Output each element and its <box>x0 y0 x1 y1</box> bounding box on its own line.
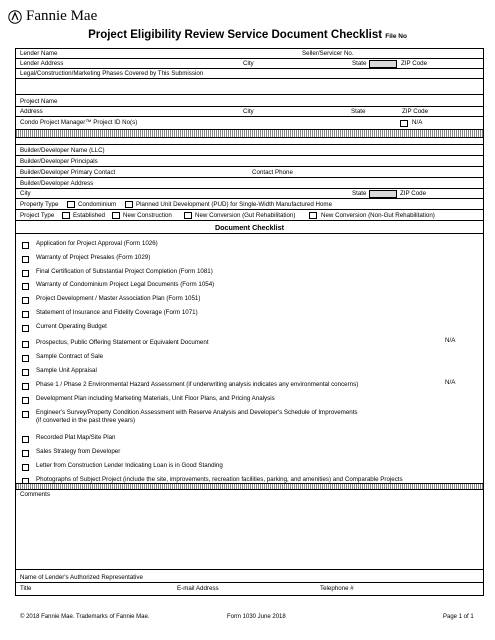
checklist-item-checkbox[interactable] <box>22 297 29 304</box>
checklist-item-label: Warranty of Condominium Project Legal Documents (Form 1054) <box>36 281 215 288</box>
checklist-item-checkbox[interactable] <box>22 325 29 332</box>
checklist-item-label: Statement of Insurance and Fidelity Coverage (Form 1071) <box>36 309 198 316</box>
project-name-row[interactable] <box>16 95 483 107</box>
rep-name-row[interactable] <box>16 570 483 583</box>
builder-name-row[interactable] <box>16 145 483 156</box>
lender-city-label: City <box>243 60 254 67</box>
spacer-row <box>16 137 483 145</box>
condominium-checkbox[interactable] <box>67 201 75 208</box>
condominium-label: Condominium <box>78 201 117 208</box>
comments-area[interactable] <box>16 488 483 570</box>
checklist-item-na-label: N/A <box>445 379 456 386</box>
property-type-label: Property Type <box>20 201 59 208</box>
checklist-item-label: Final Certification of Substantial Project Completion (Form 1081) <box>36 268 213 275</box>
checklist-item-label: Prospectus, Public Offering Statement or Equivalent Document <box>36 339 209 346</box>
checklist-item-checkbox[interactable] <box>22 450 29 457</box>
checklist-item-sublabel: (if converted in the past three years) <box>36 417 136 424</box>
rep-name-label: Name of Lender's Authorized Representative <box>20 574 143 581</box>
gut-rehab-label: New Conversion (Gut Rehabilitation) <box>195 212 296 219</box>
logo-text: Fannie Mae <box>26 8 98 24</box>
checklist-item-label: Application for Project Approval (Form 1026) <box>36 240 158 247</box>
pud-checkbox[interactable] <box>125 201 133 208</box>
rep-telephone-label: Telephone # <box>320 585 354 592</box>
builder-address-row[interactable] <box>16 178 483 189</box>
condo-id-na-label: N/A <box>412 119 423 126</box>
checklist-item-checkbox[interactable] <box>22 411 29 418</box>
checklist-item-checkbox[interactable] <box>22 256 29 263</box>
non-gut-rehab-checkbox[interactable] <box>309 212 317 219</box>
checklist-item-label: Phase 1 / Phase 2 Environmental Hazard Assessment (if underwriting analysis indicates any environmental concerns) <box>36 381 359 388</box>
project-type-row <box>16 210 483 221</box>
lender-state-label: State <box>352 60 367 67</box>
checklist-item-label: Warranty of Project Presales (Form 1029) <box>36 254 151 261</box>
lender-name-label: Lender Name <box>20 50 58 57</box>
builder-contact-row[interactable] <box>16 167 483 178</box>
project-city-label: City <box>243 108 254 115</box>
checklist-item-checkbox[interactable] <box>22 464 29 471</box>
checklist-item-checkbox[interactable] <box>22 270 29 277</box>
checklist-item-label: Sample Contract of Sale <box>36 353 104 360</box>
lender-address-row[interactable] <box>16 59 483 69</box>
lender-state-field[interactable] <box>369 60 397 68</box>
phases-label: Legal/Construction/Marketing Phases Covered by This Submission <box>20 70 204 77</box>
seller-servicer-label: Seller/Servicer No. <box>302 50 354 57</box>
checklist-item-checkbox[interactable] <box>22 242 29 249</box>
new-construction-label: New Construction <box>123 212 172 219</box>
page-title <box>0 29 495 41</box>
checklist-item-label: Letter from Construction Lender Indicating Loan is in Good Standing <box>36 462 223 469</box>
builder-address-label: Builder/Developer Address <box>20 180 94 187</box>
project-name-label: Project Name <box>20 98 58 105</box>
builder-name-label: Builder/Developer Name (LLC) <box>20 147 105 154</box>
fannie-mae-logo <box>8 8 97 25</box>
checklist-item-label: Development Plan including Marketing Materials, Unit Floor Plans, and Pricing Analysis <box>36 395 275 402</box>
builder-city-row[interactable] <box>16 189 483 199</box>
phases-row[interactable] <box>16 69 483 79</box>
checklist-item-label: Sales Strategy from Developer <box>36 448 121 455</box>
condo-id-label: Condo Project Manager™ Project ID No(s) <box>20 119 138 126</box>
builder-zip-label: ZIP Code <box>400 190 427 197</box>
contact-phone-label: Contact Phone <box>252 169 293 176</box>
title-text: Project Eligibility Review Service Document Checklist <box>88 29 383 41</box>
checklist-item-checkbox[interactable] <box>22 341 29 348</box>
pud-label: Planned Unit Development (PUD) for Single-Width Manufactured Home <box>136 201 333 208</box>
file-no-label: File No <box>385 33 407 40</box>
phases-field[interactable] <box>16 79 483 95</box>
condo-id-row[interactable] <box>16 117 483 130</box>
lender-name-row[interactable] <box>16 49 483 59</box>
project-zip-label: ZIP Code <box>402 108 429 115</box>
checklist-item-label: Engineer's Survey/Property Condition Assessment with Reserve Analysis and Developer's Schedule of Improvements <box>36 409 358 416</box>
lender-address-label: Lender Address <box>20 60 64 67</box>
builder-state-field[interactable] <box>369 190 397 198</box>
copyright-text: © 2018 Fannie Mae. Trademarks of Fannie Mae. <box>20 614 150 620</box>
project-state-label: State <box>351 108 366 115</box>
checklist-item-label: Recorded Plat Map/Site Plan <box>36 434 116 441</box>
checklist-item-checkbox[interactable] <box>22 283 29 290</box>
rep-title-label: Title <box>20 585 32 592</box>
builder-principals-label: Builder/Developer Principals <box>20 158 98 165</box>
builder-contact-label: Builder/Developer Primary Contact <box>20 169 116 176</box>
established-label: Established <box>73 212 105 219</box>
non-gut-rehab-label: New Conversion (Non-Gut Rehabilitation) <box>321 212 435 219</box>
fannie-mae-logo-icon <box>8 10 22 24</box>
comments-label: Comments <box>20 491 50 498</box>
condo-id-na-checkbox[interactable] <box>400 120 408 127</box>
builder-principals-row[interactable] <box>16 156 483 167</box>
property-type-row <box>16 199 483 210</box>
builder-state-label: State <box>352 190 367 197</box>
established-checkbox[interactable] <box>62 212 70 219</box>
new-construction-checkbox[interactable] <box>112 212 120 219</box>
checklist-item-checkbox[interactable] <box>22 369 29 376</box>
checklist-item-checkbox[interactable] <box>22 383 29 390</box>
project-address-label: Address <box>20 108 43 115</box>
checklist-item-checkbox[interactable] <box>22 311 29 318</box>
form-number: Form 1030 June 2018 <box>227 614 286 620</box>
page-number: Page 1 of 1 <box>443 614 474 620</box>
checklist-item-label: Current Operating Budget <box>36 323 107 330</box>
checklist-item-label: Sample Unit Appraisal <box>36 367 97 374</box>
project-type-label: Project Type <box>20 212 55 219</box>
checklist-item-checkbox[interactable] <box>22 397 29 404</box>
project-address-row[interactable] <box>16 107 483 117</box>
checklist-item-checkbox[interactable] <box>22 436 29 443</box>
checklist-item-checkbox[interactable] <box>22 355 29 362</box>
lender-zip-label: ZIP Code <box>401 60 428 67</box>
rep-contact-row[interactable] <box>16 583 483 595</box>
gut-rehab-checkbox[interactable] <box>184 212 192 219</box>
builder-city-label: City <box>20 190 31 197</box>
rep-email-label: E-mail Address <box>177 585 219 592</box>
checklist-item-label: Photographs of Subject Project (include the site, improvements, recreation facilities, parking, and amenities) and Comparable Projects <box>36 476 403 483</box>
checklist-item-na-label: N/A <box>445 337 456 344</box>
document-checklist-heading: Document Checklist <box>16 221 483 234</box>
checklist-form <box>15 48 484 596</box>
checklist-item-label: Project Development / Master Association Plan (Form 1051) <box>36 295 201 302</box>
